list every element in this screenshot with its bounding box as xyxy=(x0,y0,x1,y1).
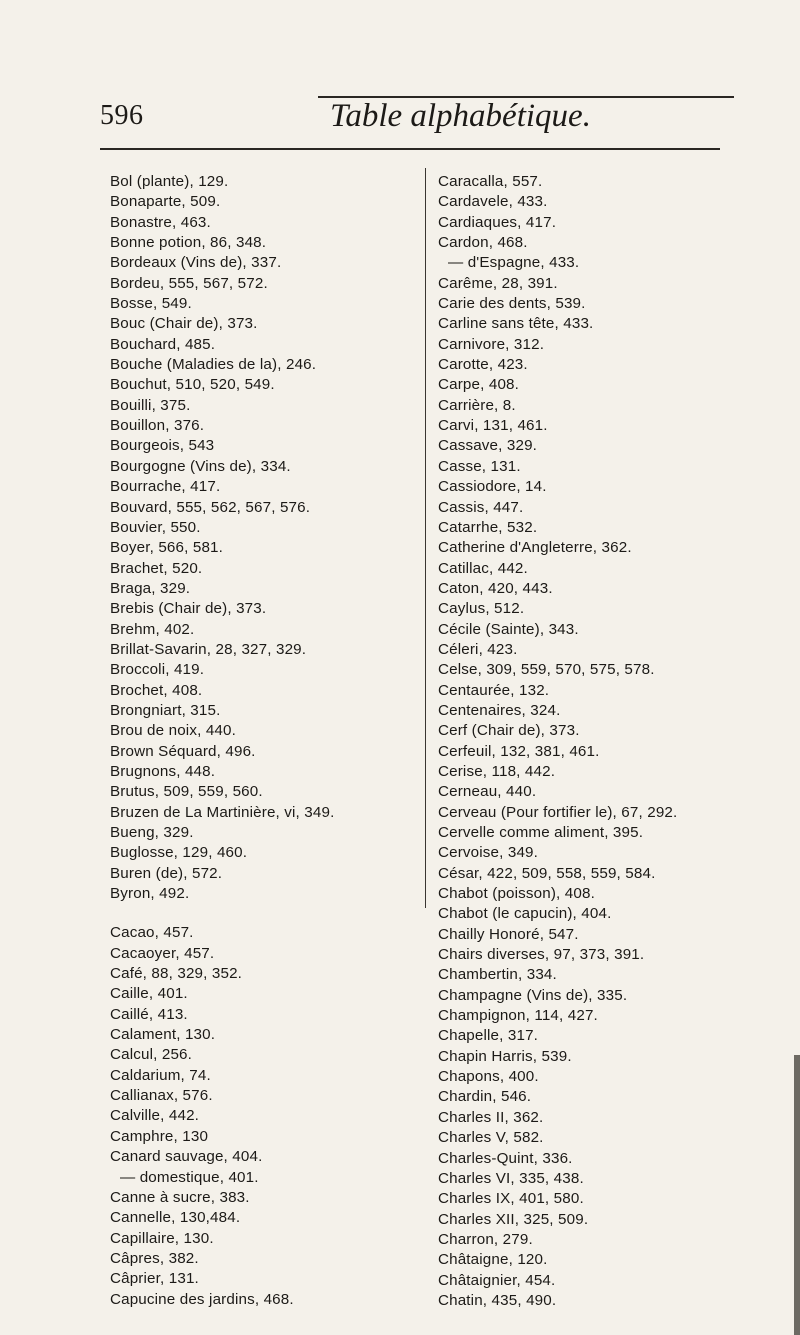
index-entry: Celse, 309, 559, 570, 575, 578. xyxy=(438,661,655,679)
index-entry: Carême, 28, 391. xyxy=(438,274,558,292)
index-entry: Bouvier, 550. xyxy=(110,518,201,536)
index-entry: Capucine des jardins, 468. xyxy=(110,1290,294,1308)
index-entry: Caldarium, 74. xyxy=(110,1066,211,1084)
index-entry: Chabot (poisson), 408. xyxy=(438,885,595,903)
index-entry: Brehm, 402. xyxy=(110,620,195,638)
page-title: Table alphabétique. xyxy=(330,98,591,134)
index-entry: Brown Séquard, 496. xyxy=(110,742,256,760)
index-entry: Câprier, 131. xyxy=(110,1270,199,1288)
index-entry: Bourrache, 417. xyxy=(110,478,221,496)
index-entry: Châtaigne, 120. xyxy=(438,1251,548,1269)
index-entry: Caracalla, 557. xyxy=(438,173,543,190)
index-entry: Callianax, 576. xyxy=(110,1087,213,1105)
index-entry: Câpres, 382. xyxy=(110,1249,199,1267)
index-entry: Carline sans tête, 433. xyxy=(438,315,594,333)
index-entry: Chardin, 546. xyxy=(438,1088,532,1106)
index-entry: Champignon, 114, 427. xyxy=(438,1007,598,1025)
index-entry: Brou de noix, 440. xyxy=(110,722,236,740)
index-entry: Braga, 329. xyxy=(110,579,191,597)
index-entry: Chairs diverses, 97, 373, 391. xyxy=(438,946,645,964)
index-entry: Bordeu, 555, 567, 572. xyxy=(110,274,268,292)
index-entry: Cécile (Sainte), 343. xyxy=(438,620,579,638)
index-entry: Catillac, 442. xyxy=(438,559,528,577)
index-entry: Cacao, 457. xyxy=(110,924,194,942)
index-entry: Brugnons, 448. xyxy=(110,762,216,780)
index-entry: Bol (plante), 129. xyxy=(110,173,229,190)
index-entry: Canard sauvage, 404. xyxy=(110,1148,263,1166)
index-entry: Casse, 131. xyxy=(438,457,521,475)
index-entry: Camphre, 130 xyxy=(110,1127,209,1145)
index-entry: Cassave, 329. xyxy=(438,437,538,455)
index-entry: Chapons, 400. xyxy=(438,1068,539,1086)
index-entry: Carie des dents, 539. xyxy=(438,295,586,313)
index-entry: Bonastre, 463. xyxy=(110,213,211,231)
index-entry: Carnivore, 312. xyxy=(438,335,545,353)
index-entry: Bouvard, 555, 562, 567, 576. xyxy=(110,498,311,516)
index-entry: Brillat-Savarin, 28, 327, 329. xyxy=(110,640,307,658)
index-entry: Chapin Harris, 539. xyxy=(438,1047,572,1065)
index-entry: Cardavele, 433. xyxy=(438,193,548,211)
index-entry: Cassiodore, 14. xyxy=(438,478,547,496)
index-entry: Calament, 130. xyxy=(110,1026,216,1044)
index-entry: Bouc (Chair de), 373. xyxy=(110,315,258,333)
index-entry: Carvi, 131, 461. xyxy=(438,417,548,435)
index-entry: Broccoli, 419. xyxy=(110,661,205,679)
index-entry: Cerneau, 440. xyxy=(438,783,537,801)
index-entry: Café, 88, 329, 352. xyxy=(110,965,243,983)
index-entry: Brebis (Chair de), 373. xyxy=(110,600,267,618)
index-entry: Bonaparte, 509. xyxy=(110,193,221,211)
index-entry: Bonne potion, 86, 348. xyxy=(110,234,267,252)
index-entry: Chailly Honoré, 547. xyxy=(438,925,579,943)
index-entry: Carrière, 8. xyxy=(438,396,516,414)
index-entry: César, 422, 509, 558, 559, 584. xyxy=(438,864,656,882)
index-entry: Capillaire, 130. xyxy=(110,1229,214,1247)
index-entry: Châtaignier, 454. xyxy=(438,1271,556,1289)
index-entry: — domestique, 401. xyxy=(120,1168,259,1186)
index-entry: Chapelle, 317. xyxy=(438,1027,539,1045)
index-entry: Bueng, 329. xyxy=(110,824,194,841)
index-entry: Bouchut, 510, 520, 549. xyxy=(110,376,275,394)
page-number: 596 xyxy=(100,100,144,131)
index-entry: Boyer, 566, 581. xyxy=(110,539,224,557)
index-entry: Canne à sucre, 383. xyxy=(110,1188,250,1206)
index-entry: Caillé, 413. xyxy=(110,1005,188,1023)
index-entry: Centaurée, 132. xyxy=(438,681,550,699)
index-entry: Cerveau (Pour fortifier le), 67, 292. xyxy=(438,803,678,821)
index-entry: Cacaoyer, 457. xyxy=(110,944,215,962)
index-entry: Bourgeois, 543 xyxy=(110,437,215,455)
index-entry: Cannelle, 130,484. xyxy=(110,1209,241,1227)
index-entry: Charles II, 362. xyxy=(438,1108,544,1126)
index-entry: Charron, 279. xyxy=(438,1230,533,1248)
index-entry: Chatin, 435, 490. xyxy=(438,1291,557,1309)
index-entry: Cerfeuil, 132, 381, 461. xyxy=(438,742,600,760)
index-entry: Céleri, 423. xyxy=(438,640,518,658)
index-entry: Charles VI, 335, 438. xyxy=(438,1169,584,1187)
index-entry: Brachet, 520. xyxy=(110,559,203,577)
index-entry: — d'Espagne, 433. xyxy=(448,254,580,272)
index-entry: Carotte, 423. xyxy=(438,356,528,374)
index-entry: Cardiaques, 417. xyxy=(438,213,557,231)
index-entry: Centenaires, 324. xyxy=(438,701,561,719)
index-entry: Bouillon, 376. xyxy=(110,417,205,435)
index-entry: Cerise, 118, 442. xyxy=(438,762,556,780)
index-entry: Bouilli, 375. xyxy=(110,396,191,414)
index-entry: Chabot (le capucin), 404. xyxy=(438,905,612,923)
page-edge-shadow xyxy=(794,1055,800,1335)
index-entry: Carpe, 408. xyxy=(438,376,520,394)
index-entry: Charles IX, 401, 580. xyxy=(438,1190,584,1208)
index-entry: Charles XII, 325, 509. xyxy=(438,1210,589,1228)
index-entry: Bouche (Maladies de la), 246. xyxy=(110,356,317,374)
index-entry: Catherine d'Angleterre, 362. xyxy=(438,539,632,557)
index-column-left xyxy=(110,172,420,1310)
index-entry: Bordeaux (Vins de), 337. xyxy=(110,254,282,272)
index-entry: Charles V, 582. xyxy=(438,1129,544,1147)
index-entry: Calville, 442. xyxy=(110,1107,200,1125)
index-entry: Caton, 420, 443. xyxy=(438,579,553,597)
index-entry: Brongniart, 315. xyxy=(110,701,221,719)
index-entry: Cervoise, 349. xyxy=(438,844,539,862)
index-entry: Byron, 492. xyxy=(110,885,190,903)
index-entry: Calcul, 256. xyxy=(110,1046,193,1064)
index-entry: Bosse, 549. xyxy=(110,295,192,313)
index-entry: Cardon, 468. xyxy=(438,234,528,252)
index-entry: Chambertin, 334. xyxy=(438,966,557,984)
index-entry: Buglosse, 129, 460. xyxy=(110,844,248,862)
column-divider xyxy=(425,168,426,908)
index-entry: Caylus, 512. xyxy=(438,600,525,618)
index-entry: Bruzen de La Martinière, vi, 349. xyxy=(110,803,335,821)
index-entry: Caille, 401. xyxy=(110,985,188,1003)
header-rule xyxy=(100,148,720,150)
index-entry: Charles-Quint, 336. xyxy=(438,1149,573,1167)
index-entry: Cerf (Chair de), 373. xyxy=(438,722,580,740)
index-entry: Buren (de), 572. xyxy=(110,864,223,882)
index-column-right xyxy=(438,172,778,1311)
index-entry: Cassis, 447. xyxy=(438,498,524,516)
index-entry: Cervelle comme aliment, 395. xyxy=(438,824,644,841)
index-entry: Bourgogne (Vins de), 334. xyxy=(110,457,291,475)
index-entry: Bouchard, 485. xyxy=(110,335,216,353)
index-entry: Brochet, 408. xyxy=(110,681,203,699)
index-entry: Catarrhe, 532. xyxy=(438,518,538,536)
index-entry: Champagne (Vins de), 335. xyxy=(438,986,628,1004)
page-header xyxy=(100,98,740,148)
index-entry: Brutus, 509, 559, 560. xyxy=(110,783,263,801)
